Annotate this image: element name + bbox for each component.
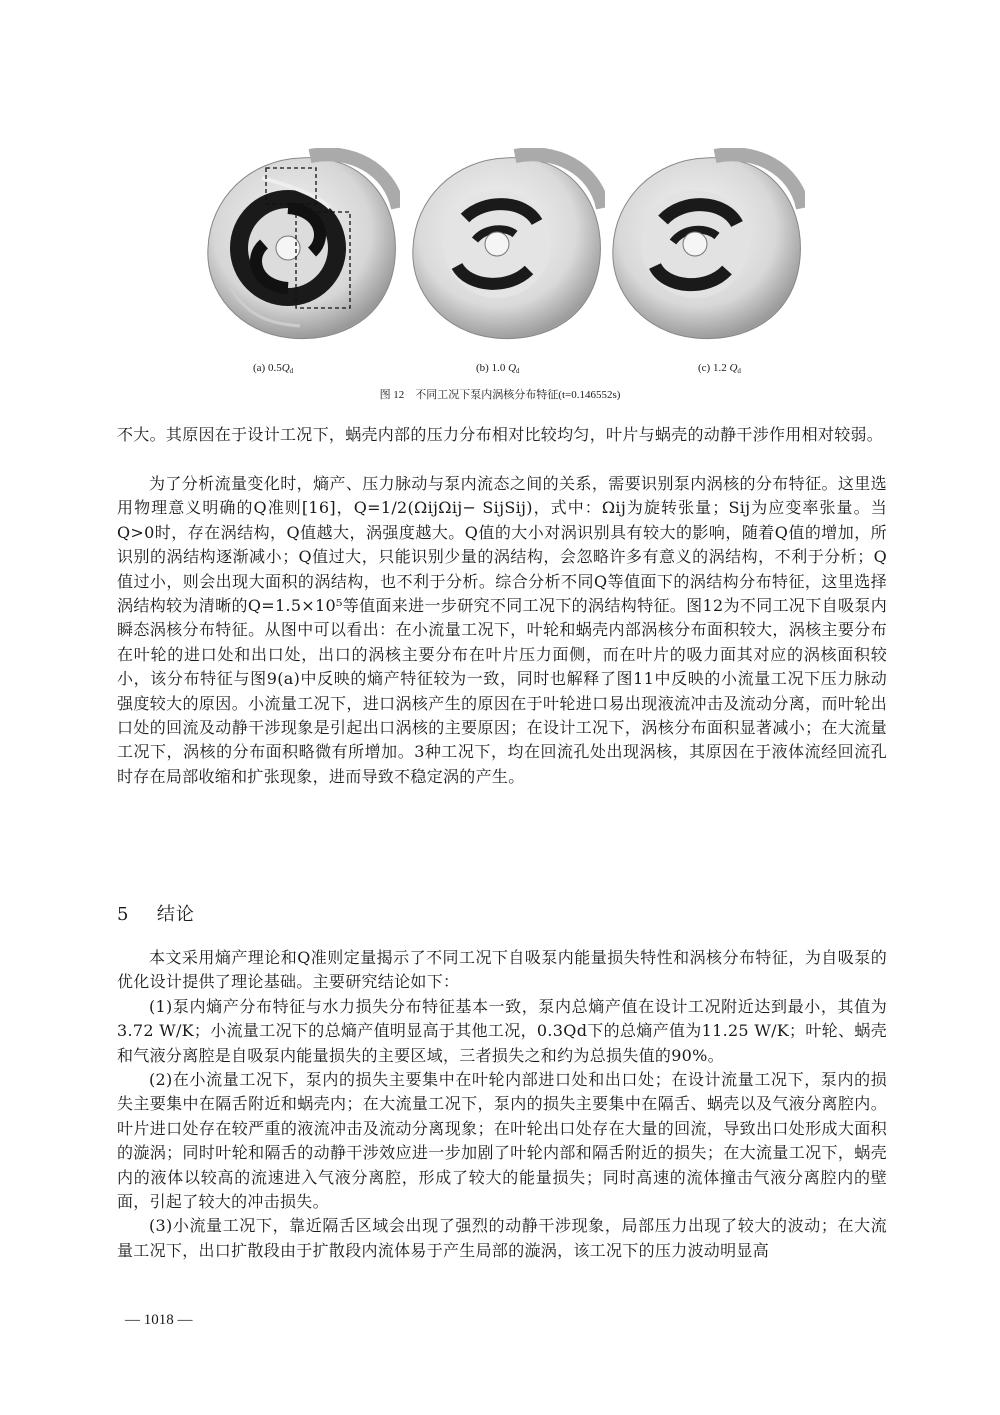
conclusion-3: (3)小流量工况下，靠近隔舌区域会出现了强烈的动静干涉现象，局部压力出现了较大的波动；在大流量工况下，出口扩散段由于扩散段内流体易于产生局部的漩涡，该工况下的压力波动明显高: [117, 1216, 887, 1260]
conclusions-body: [117, 946, 887, 1263]
section-heading: [117, 900, 195, 926]
figure-caption: 图 12 不同工况下泵内涡核分布特征(t=0.146552s): [379, 389, 621, 401]
vortex-image-1.0qd: [405, 148, 605, 348]
conclusion-2: (2)在小流量工况下，泵内的损失主要集中在叶轮内部进口处和出口处；在设计流量工况下，泵内的损失主要集中在隔舌附近和蜗壳内；在大流量工况下，泵内的损失主要集中在隔舌、蜗壳以及气液分离腔内。叶片进口处存在较严重的液流冲击及流动分离现象；在叶轮出口处存在大量的回流，导致出口处形成大面积的漩涡；同时叶轮和隔舌的动静干涉效应进一步加剧了叶轮内部和隔舌附近的损失；在大流量工况下，蜗壳内的液体以较高的流速进入气液分离腔，形成了较大的能量损失；同时高速的流体撞击气液分离腔内的壁面，引起了较大的冲击损失。: [117, 1070, 887, 1212]
paragraph-q-criterion: [117, 472, 887, 789]
subcaption-a: (a) $0.5Q_d$: [253, 362, 294, 375]
vortex-image-0.5qd: [200, 148, 400, 348]
paragraph-continued: [117, 423, 887, 447]
figure-12: [200, 148, 800, 348]
conclusion-1: (1)泵内熵产分布特征与水力损失分布特征基本一致，泵内总熵产值在设计工况附近达到最小，其值为3.72 W/K；小流量工况下的总熵产值明显高于其他工况，0.3Qd下的总熵产值为11.25 W/K；叶轮、蜗壳和气液分离腔是自吸泵内能量损失的主要区域，三者损失之和约为总损失值的90%。: [117, 996, 887, 1065]
subcaption-c: (c) 1.2 $Q_d$: [698, 362, 741, 375]
conclusions-intro: 本文采用熵产理论和Q准则定量揭示了不同工况下自吸泵内能量损失特性和涡核分布特征，为自吸泵的优化设计提供了理论基础。主要研究结论如下：: [117, 948, 887, 992]
section-number: 5: [117, 904, 130, 925]
subcaption-b: (b) 1.0 $Q_d$: [476, 362, 520, 375]
vortex-image-1.2qd: [605, 148, 805, 348]
paragraph-text: 不大。其原因在于设计工况下，蜗壳内部的压力分布相对比较均匀，叶片与蜗壳的动静干涉作用相对较弱。: [117, 425, 884, 444]
paragraph-text: 为了分析流量变化时，熵产、压力脉动与泵内流态之间的关系，需要识别泵内涡核的分布特征。这里选用物理意义明确的Q准则[16]，Q=1/2(ΩijΩij− SijSij)，式中：Ωij为旋转张量；Sij为应变率张量。当Q>0时，存在涡结构，Q值越大，涡强度越大。Q值的大小对涡识别具有较大的影响，随着Q值的增加，所识别的涡结构逐渐减小；Q值过大，只能识别少量的涡结构，会忽略许多有意义的涡结构，不利于分析；Q值过小，则会出现大面积的涡结构，也不利于分析。综合分析不同Q等值面下的涡结构分布特征，这里选择涡结构较为清晰的Q=1.5×10⁵等值面来进一步研究不同工况下的涡结构特征。图12为不同工况下自吸泵内瞬态涡核分布特征。从图中可以看出：在小流量工况下，叶轮和蜗壳内部涡核分布面积较大，涡核主要分布在叶轮的进口处和出口处，出口的涡核主要分布在叶片压力面侧，而在叶片的吸力面其对应的涡核面积较小，该分布特征与图9(a)中反映的熵产特征较为一致，同时也解释了图11中反映的小流量工况下压力脉动强度较大的原因。小流量工况下，进口涡核产生的原因在于叶轮进口易出现液流冲击及流动分离，而叶轮出口处的回流及动静干涉现象是引起出口涡核的主要原因；在设计工况下，涡核分布面积显著减小；在大流量工况下，涡核的分布面积略微有所增加。3种工况下，均在回流孔处出现涡核，其原因在于液体流经回流孔时存在局部收缩和扩张现象，进而导致不稳定涡的产生。: [117, 474, 887, 786]
section-title: 结论: [156, 904, 195, 925]
page-number: — 1018 —: [125, 1312, 193, 1328]
